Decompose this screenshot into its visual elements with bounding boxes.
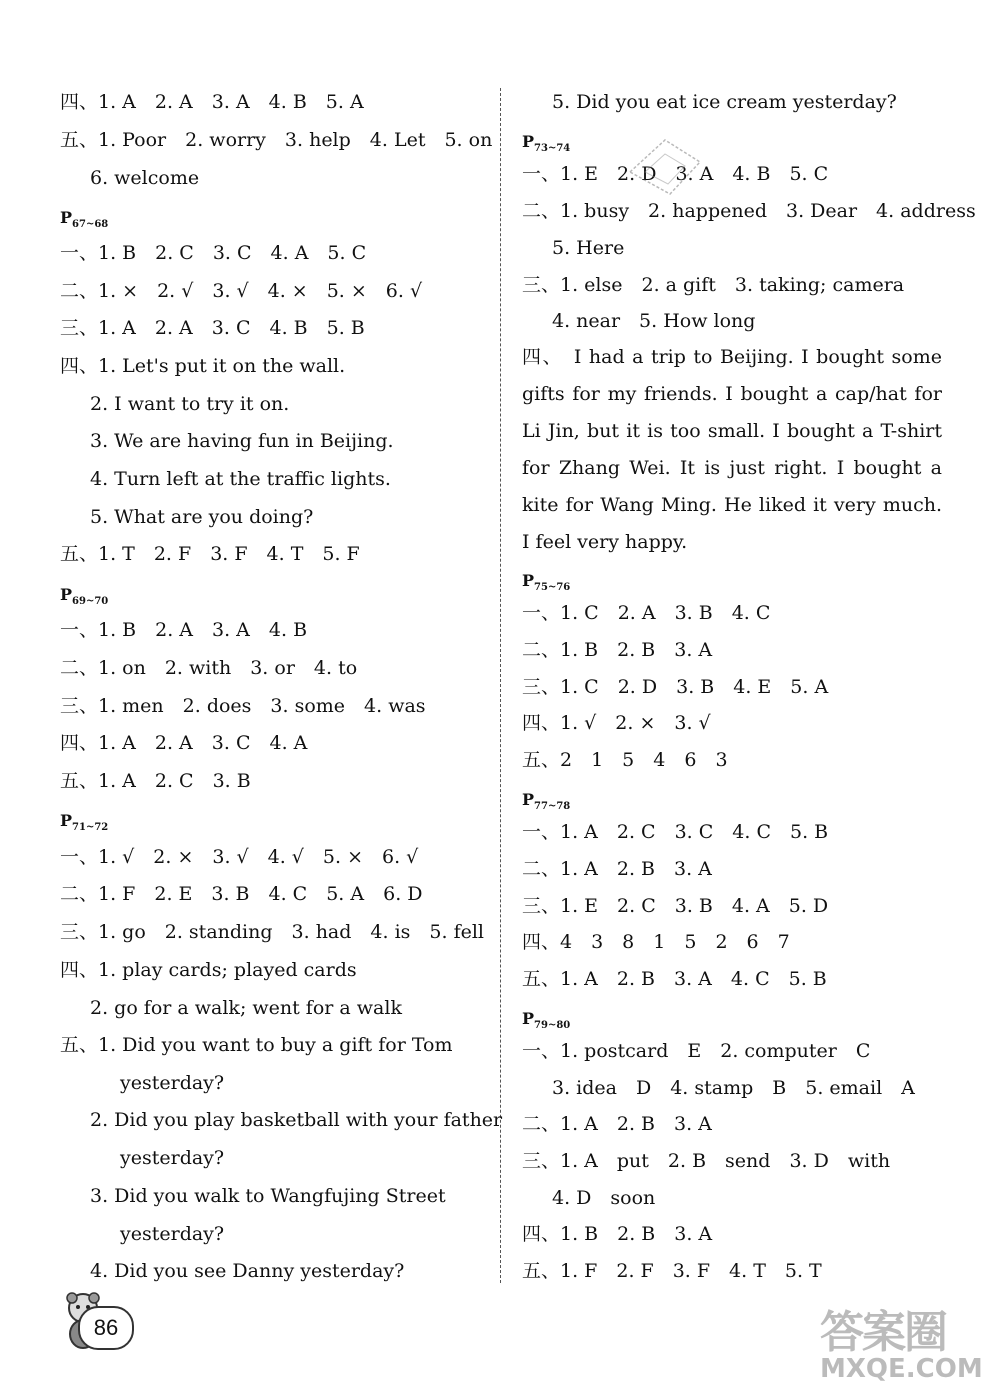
answer-line: 一、1. C 2. A 3. B 4. C	[522, 602, 771, 624]
answer-line: 四、1. √ 2. × 3. √	[522, 712, 711, 734]
answer-line: yesterday?	[120, 1223, 225, 1245]
page-number: 86	[78, 1306, 134, 1350]
answer-line: 三、1. else 2. a gift 3. taking; camera	[522, 274, 905, 296]
answer-line: 2. go for a walk; went for a walk	[90, 997, 402, 1019]
answer-line: 四、1. A 2. A 3. A 4. B 5. A	[60, 91, 364, 113]
answer-line: 5. What are you doing?	[90, 506, 314, 528]
section-header: $P_{77\sim 78}$	[522, 790, 571, 813]
answer-line: 5. Did you eat ice cream yesterday?	[552, 91, 897, 113]
answer-line: 二、1. F 2. E 3. B 4. C 5. A 6. D	[60, 883, 423, 905]
answer-line: 5. Here	[552, 237, 625, 259]
section-header: $P_{79\sim 80}$	[522, 1009, 571, 1032]
answer-line: 三、1. go 2. standing 3. had 4. is 5. fell	[60, 921, 485, 943]
watermark-url: MXQE.COM	[820, 1354, 983, 1384]
answer-line: 五、1. T 2. F 3. F 4. T 5. F	[60, 543, 360, 565]
answer-line: 三、1. A 2. A 3. C 4. B 5. B	[60, 317, 365, 339]
answer-line: 3. We are having fun in Beijing.	[90, 430, 394, 452]
answer-line: 4. near 5. How long	[552, 310, 756, 332]
answer-line: 三、1. E 2. C 3. B 4. A 5. D	[522, 895, 829, 917]
answer-line: 一、1. postcard E 2. computer C	[522, 1040, 871, 1062]
answer-line: 五、1. A 2. C 3. B	[60, 770, 251, 792]
answer-line: 四、1. B 2. B 3. A	[522, 1223, 713, 1245]
answer-line: 3. Did you walk to Wangfujing Street	[90, 1185, 446, 1207]
answer-line: 四、1. Let's put it on the wall.	[60, 355, 346, 377]
section-header: $P_{67\sim 68}$	[60, 208, 109, 231]
watermark	[820, 1296, 983, 1384]
answer-line: 五、1. A 2. B 3. A 4. C 5. B	[522, 968, 827, 990]
watermark-logo: 答案圈	[820, 1307, 946, 1358]
answer-line: 4. D soon	[552, 1187, 656, 1209]
answer-line: 二、1. B 2. B 3. A	[522, 639, 713, 661]
column-divider	[500, 88, 501, 1283]
answer-line: yesterday?	[120, 1147, 225, 1169]
answer-line: 四、1. A 2. A 3. C 4. A	[60, 732, 308, 754]
answer-line: 一、1. √ 2. × 3. √ 4. √ 5. × 6. √	[60, 846, 419, 868]
answer-line: 三、1. C 2. D 3. B 4. E 5. A	[522, 676, 829, 698]
answer-line: 二、1. A 2. B 3. A	[522, 858, 712, 880]
answer-line: 4. Did you see Danny yesterday?	[90, 1260, 405, 1282]
answer-line: 2. Did you play basketball with your father	[90, 1109, 503, 1131]
answer-line: 二、1. on 2. with 3. or 4. to	[60, 657, 358, 679]
answer-line: yesterday?	[120, 1072, 225, 1094]
section-header: $P_{75\sim 76}$	[522, 571, 571, 594]
answer-line: 五、2 1 5 4 6 3	[522, 749, 728, 771]
answer-line: 三、1. men 2. does 3. some 4. was	[60, 695, 426, 717]
answer-line: 四、1. play cards; played cards	[60, 959, 357, 981]
answer-line: 4. Turn left at the traffic lights.	[90, 468, 391, 490]
answer-line: 二、1. busy 2. happened 3. Dear 4. address	[522, 200, 976, 222]
answer-line: 二、1. × 2. √ 3. √ 4. × 5. × 6. √	[60, 280, 423, 302]
answer-line: 四、4 3 8 1 5 2 6 7	[522, 931, 790, 953]
section-header: $P_{69\sim 70}$	[60, 585, 109, 608]
answer-line: 五、1. Did you want to buy a gift for Tom	[60, 1034, 453, 1056]
answer-line: 五、1. F 2. F 3. F 4. T 5. T	[522, 1260, 822, 1282]
answer-line: 三、1. A put 2. B send 3. D with	[522, 1150, 891, 1172]
answer-line: 一、1. B 2. A 3. A 4. B	[60, 619, 308, 641]
answer-line: 3. idea D 4. stamp B 5. email A	[552, 1077, 915, 1099]
answer-line: 五、1. Poor 2. worry 3. help 4. Let 5. on	[60, 129, 493, 151]
answer-line: 6. welcome	[90, 167, 200, 189]
answer-line: 2. I want to try it on.	[90, 393, 290, 415]
section-header: $P_{71\sim 72}$	[60, 811, 109, 834]
answer-line: 一、1. A 2. C 3. C 4. C 5. B	[522, 821, 829, 843]
composition-paragraph: 四、 I had a trip to Beijing. I bought some gifts for my friends. I bought a cap/hat for Li Jin, but it is too small. I bought a T-shirt for Zhang Wei. It is just right. I bought a kite for Wang Ming. He liked it very much. I feel very happy.	[522, 346, 942, 553]
answer-line: 二、1. A 2. B 3. A	[522, 1113, 712, 1135]
section-header: $P_{73\sim 74}$	[522, 132, 571, 155]
stamp-mark	[620, 132, 710, 202]
answer-line: 一、1. B 2. C 3. C 4. A 5. C	[60, 242, 367, 264]
answer-line: 一、1. E 2. D 3. A 4. B 5. C	[522, 163, 829, 185]
